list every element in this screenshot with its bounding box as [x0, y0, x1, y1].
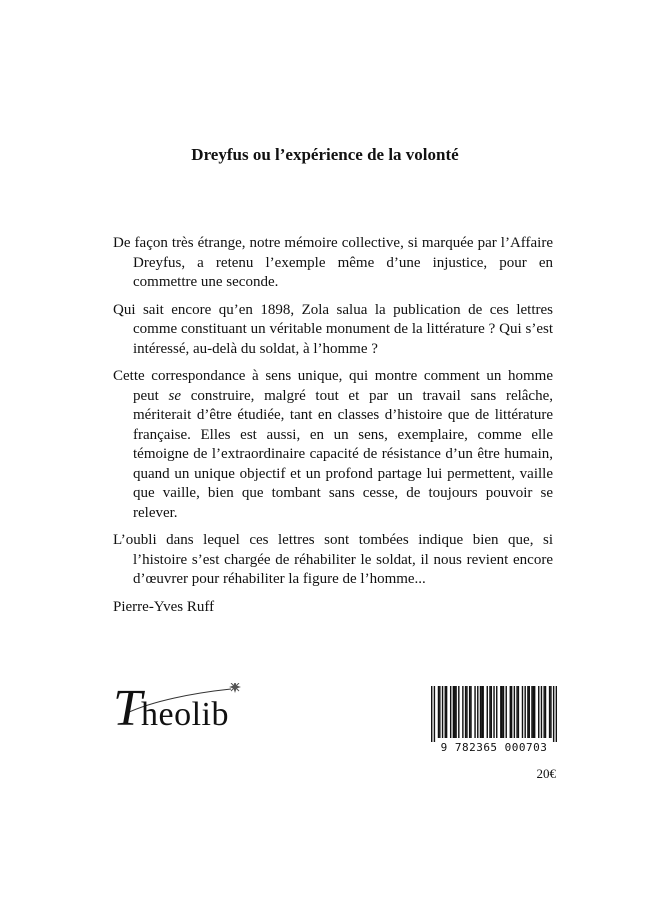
barcode-bar [545, 686, 546, 738]
barcode-bar [541, 686, 542, 738]
barcode-bar [474, 686, 475, 738]
barcode-bar [431, 686, 432, 742]
barcode-bar [442, 686, 443, 738]
barcode-bar [477, 686, 478, 738]
barcode-bar [482, 686, 483, 738]
barcode-bar [518, 686, 519, 738]
barcode-bar [506, 686, 507, 738]
barcode-bar [527, 686, 528, 738]
barcode-bar [516, 686, 517, 738]
barcode-bar [470, 686, 471, 738]
barcode-bar [466, 686, 467, 738]
book-title: Dreyfus ou l’expérience de la volonté [191, 145, 459, 164]
paragraph-3: Cette correspondance à sens unique, qui montre comment un homme peut se construire, malgré tout et par un travail sans relâche, mériterait d’être étudiée, tant en classes d’histoire que de littérature française. Elles est aussi, en un sens, exemplaire, comme elle témoigne de l’extraordinaire capacité de résistance d’un être humain, quand un unique objectif et un profond partage lui permettent, vaille que vaille, bien que tombant sans cesse, de toujours pouvoir se relever. [113, 368, 553, 521]
barcode-bar [533, 686, 534, 738]
barcode-bars [431, 686, 557, 742]
logo-initial: T [113, 680, 142, 737]
barcode-bar [493, 686, 494, 738]
barcode-bar [531, 686, 532, 738]
barcode-bar [465, 686, 466, 738]
barcode-bar [553, 686, 554, 742]
barcode-bar [510, 686, 511, 738]
logo-wordmark: heolib [141, 696, 229, 733]
barcode-bar [480, 686, 481, 738]
isbn-digits: 9 782365 000703 [440, 741, 548, 754]
barcode-bar [455, 686, 456, 738]
author-signature: Pierre-Yves Ruff [113, 598, 215, 615]
barcode-bar [549, 686, 550, 738]
barcode-bar [453, 686, 454, 738]
barcode-bar [550, 686, 551, 738]
isbn-barcode [431, 686, 557, 758]
barcode-bar [503, 686, 504, 738]
barcode-bar [524, 686, 525, 738]
barcode-bar [439, 686, 440, 738]
barcode-bar [491, 686, 492, 738]
barcode-bar [522, 686, 523, 738]
back-cover-text [113, 234, 553, 617]
barcode-bar [511, 686, 512, 738]
barcode-bar [446, 686, 447, 738]
barcode-bar [538, 686, 539, 738]
barcode-bar [501, 686, 502, 738]
barcode-bar [462, 686, 463, 738]
paragraph-1: De façon très étrange, notre mémoire collective, si marquée par l’Affaire Dreyfus, a retenu l’exemple même d’une injustice, pour en commettre une seconde. [113, 235, 553, 290]
barcode-bar [454, 686, 455, 738]
barcode-bar [434, 686, 435, 742]
barcode-bar [438, 686, 439, 738]
barcode-bar [529, 686, 530, 738]
barcode-bar [496, 686, 497, 738]
barcode-bar [469, 686, 470, 738]
barcode-bar [445, 686, 446, 738]
barcode-bar [489, 686, 490, 738]
barcode-bar [514, 686, 515, 738]
paragraph-4: L’oubli dans lequel ces lettres sont tombées indique bien que, si l’histoire s’est chargée de réhabiliter le soldat, il nous revient encore d’œuvrer pour réhabiliter la figure de l’homme... [113, 532, 553, 587]
barcode-bar [481, 686, 482, 738]
price-label: 20€ [536, 766, 556, 781]
paragraph-2: Qui sait encore qu’en 1898, Zola salua la publication de ces lettres comme constituant un véritable monument de la littérature ? Qui s’est intéressé, au-delà du soldat, à l’homme ? [113, 301, 553, 357]
publisher-logo [113, 680, 273, 753]
barcode-bar [500, 686, 501, 738]
barcode-bar [487, 686, 488, 738]
star-icon [229, 683, 241, 693]
barcode-bar [458, 686, 459, 738]
barcode-bar [450, 686, 451, 738]
barcode-bar [534, 686, 535, 738]
barcode-bar [556, 686, 557, 742]
barcode-bar [543, 686, 544, 738]
